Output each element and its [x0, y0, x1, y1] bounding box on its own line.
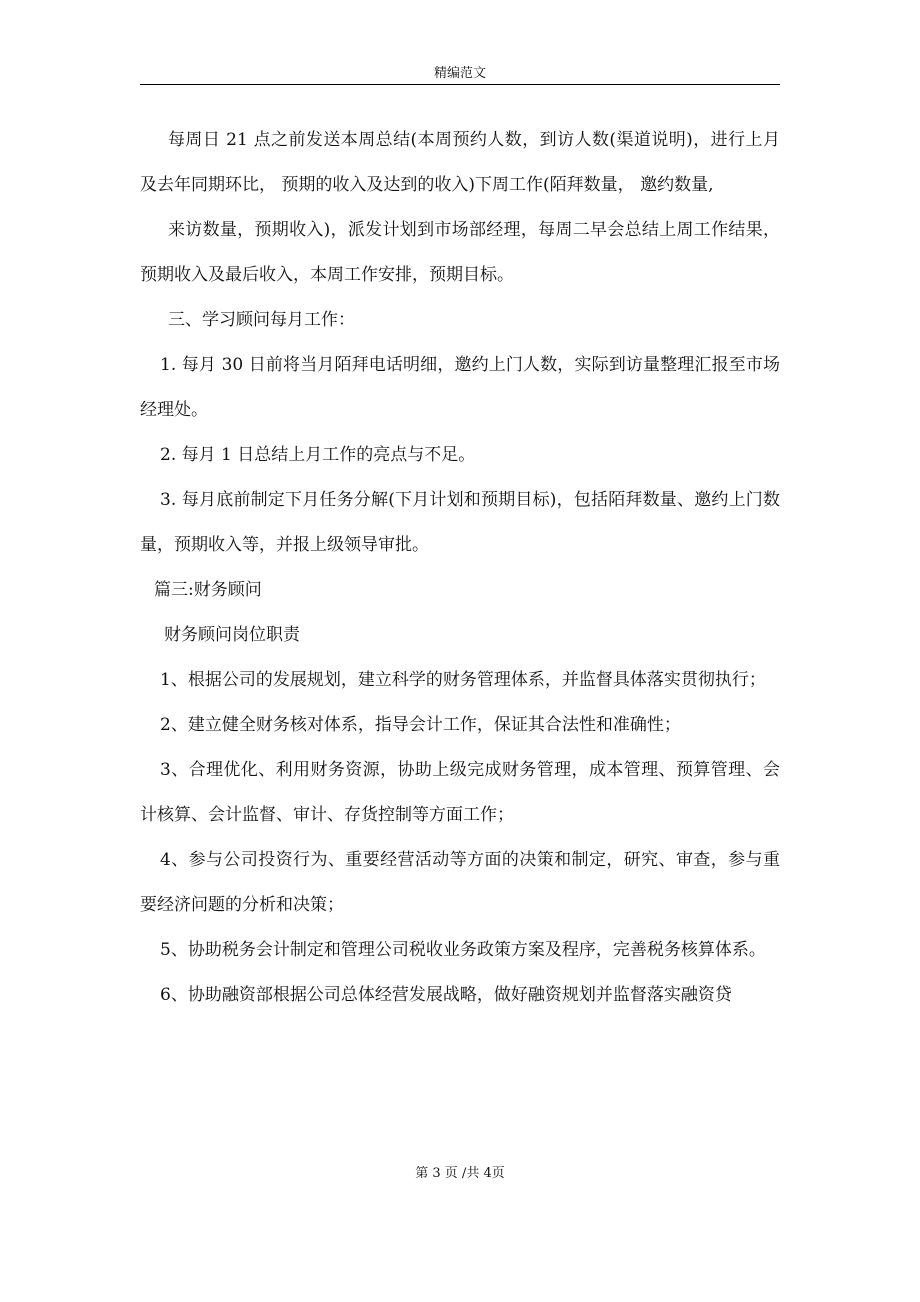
list-item-monthly-1: 1. 每月 30 日前将当月陌拜电话明细，邀约上门人数，实际到访量整理汇报至市场经理处。 — [140, 355, 780, 420]
list-item-duty-4: 4、参与公司投资行为、重要经营活动等方面的决策和制定，研究、审查，参与重要经济问题的分析和决策； — [140, 850, 780, 915]
page-number: 第 3 页 /共 4页 — [415, 1166, 505, 1181]
section-heading-monthly-work: 三、学习顾问每月工作： — [168, 310, 355, 330]
page-header-title: 精编范文 — [433, 66, 486, 81]
chapter-heading: 篇三:财务顾问 — [154, 580, 262, 600]
paragraph-weekly-plan: 来访数量，预期收入)，派发计划到市场部经理，每周二早会总结上周工作结果，预期收入及最后收入，本周工作安排，预期目标。 — [140, 220, 780, 285]
list-item-duty-5: 5、协助税务会计制定和管理公司税收业务政策方案及程序，完善税务核算体系。 — [160, 940, 766, 960]
paragraph-weekly-summary: 每周日 21 点之前发送本周总结(本周预约人数，到访人数(渠道说明)，进行上月及去年同期环比， 预期的收入及达到的收入)下周工作(陌拜数量， 邀约数量, — [140, 130, 780, 195]
list-item-monthly-2: 2. 每月 1 日总结上月工作的亮点与不足。 — [160, 445, 476, 465]
list-item-duty-3: 3、合理优化、利用财务资源，协助上级完成财务管理，成本管理、预算管理、会计核算、会计监督、审计、存货控制等方面工作； — [140, 760, 780, 825]
list-item-duty-6: 6、协助融资部根据公司总体经营发展战略，做好融资规划并监督落实融资贷 — [160, 985, 732, 1005]
list-item-duty-2: 2、建立健全财务核对体系，指导会计工作，保证其合法性和准确性； — [160, 715, 681, 735]
section-heading-duties: 财务顾问岗位职责 — [164, 625, 300, 645]
list-item-duty-1: 1、根据公司的发展规划，建立科学的财务管理体系，并监督具体落实贯彻执行； — [160, 670, 766, 690]
list-item-monthly-3: 3. 每月底前制定下月任务分解(下月计划和预期目标)，包括陌拜数量、邀约上门数量，预期收入等，并报上级领导审批。 — [140, 490, 780, 555]
document-body — [140, 118, 780, 1018]
header-divider — [140, 84, 780, 85]
